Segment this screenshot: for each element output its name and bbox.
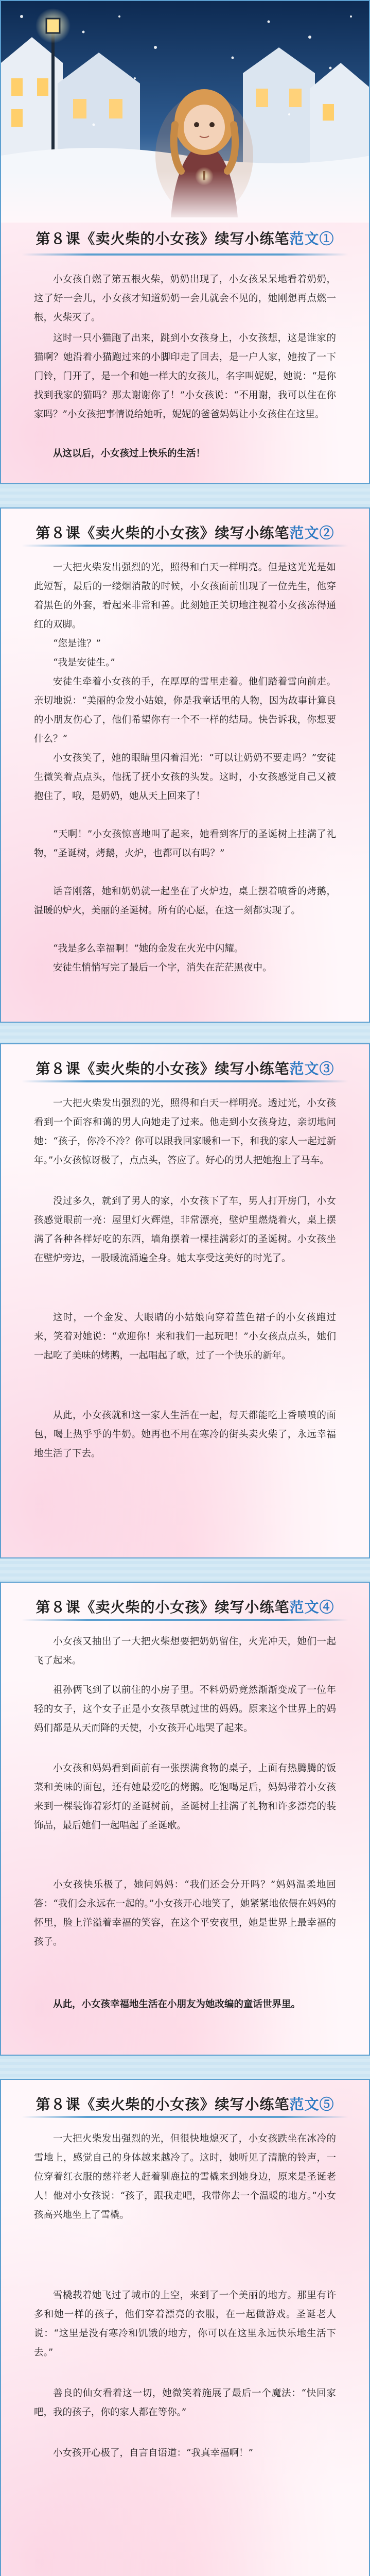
winter-night-scene: [1, 1, 370, 223]
essay-paragraph: 小女孩快乐极了，她问妈妈：“我们还会分开吗？”妈妈温柔地回答：“我们会永远在一起的。”小女孩开心地笑了，她紧紧地依偎在妈妈的怀里，脸上洋溢着幸福的笑容，在这个平安夜里，她是世界上最幸福的孩子。: [34, 1879, 336, 1947]
essay-paragraph: 从此，小女孩就和这一家人生活在一起，每天都能吃上香喷喷的面包，喝上热乎乎的牛奶。她再也不用在寒冷的街头卖火柴了，永远幸福地生活了下去。: [34, 1410, 336, 1459]
essay-paragraph: 小女孩笑了，她的眼睛里闪着泪光：“可以让奶奶不要走吗？”安徒生微笑着点点头，他抚了抚小女孩的头发。这时，小女孩感觉自己又被抱住了，哦，是奶奶，她从天上回来了！: [34, 753, 336, 802]
title-accent: 范文⑤: [289, 2096, 334, 2113]
card-title-2: [1, 522, 369, 543]
title-underline: [22, 2116, 348, 2118]
essay-paragraph: 小女孩和妈妈看到面前有一张摆满食物的桌子，上面有热腾腾的饭菜和美味的面包，还有她最爱吃的烤鹅。吃饱喝足后，妈妈带着小女孩来到一棵装饰着彩灯的圣诞树前，圣诞树上挂满了礼物和许多漂亮的装饰品，最后她们一起唱起了圣诞歌。: [34, 1763, 336, 1831]
essay-card-4: [0, 1582, 370, 2056]
essay-paragraph: 安徒生悄悄写完了最后一个字，消失在茫茫黑夜中。: [53, 962, 272, 973]
card-title-3: [1, 1058, 369, 1078]
essay-card-5: [0, 2079, 370, 2576]
essay-paragraph: “我是多么幸福啊！”她的金发在火光中闪耀。: [53, 943, 244, 954]
essay-paragraph: 这时一只小猫跑了出来，跳到小女孩身上，小女孩想，这是谁家的猫啊？她沿着小猫跑过来的小脚印走了回去，是一户人家，她按了一下门铃，门开了，是一个和她一样大的女孩儿，名字叫妮妮，她说：“是你找到我家的猫吗？那太谢谢你了！”小女孩说：“不用谢，我可以住在你家吗？”小女孩把事情说给她听，妮妮的爸爸妈妈让小女孩住在这里。: [34, 333, 336, 420]
hero-illustration: [1, 1, 370, 223]
title-text: 第８课《卖火柴的小女孩》续写小练笔: [36, 1599, 290, 1616]
title-underline: [22, 545, 348, 547]
title-accent: 范文②: [289, 524, 334, 541]
title-accent: 范文④: [289, 1599, 334, 1616]
essay-paragraph: 从这以后，小女孩过上快乐的生活！: [53, 448, 206, 459]
essay-paragraph: 一大把火柴发出强烈的光，但很快地熄灭了，小女孩跌坐在冰冷的雪地上，感觉自己的身体越来越冷了。这时，她听见了清脆的铃声，一位穿着红衣服的慈祥老人赶着驯鹿拉的雪橇来到她身边，原来是圣诞老人！他对小女孩说：“孩子，跟我走吧，我带你去一个温暖的地方。”小女孩高兴地坐上了雪橇。: [34, 2133, 336, 2221]
essay-paragraph: 一大把火柴发出强烈的光，照得和白天一样明亮。透过光，小女孩看到一个面容和蔼的男人向她走了过来。他走到小女孩身边，亲切地问她：“孩子，你冷不冷？你可以跟我回家暖和一下，和我的家人一起过新年。”小女孩惊讶极了，点点头，答应了。好心的男人把她抱上了马车。: [34, 1098, 336, 1166]
title-text: 第８课《卖火柴的小女孩》续写小练笔: [36, 2096, 290, 2113]
essay-paragraph: 雪橇载着她飞过了城市的上空，来到了一个美丽的地方。那里有许多和她一样的孩子，他们穿着漂亮的衣服，在一起做游戏。圣诞老人说：“这里是没有寒冷和饥饿的地方，你可以在这里永远快乐地生活下去。”: [34, 2290, 336, 2358]
title-underline: [22, 253, 348, 256]
title-text: 第８课《卖火柴的小女孩》续写小练笔: [36, 1060, 290, 1077]
essay-paragraph: 安徒生牵着小女孩的手，在厚厚的雪里走着。他们踏着雪向前走。亲切地说：“美丽的金发小姑娘，你是我童话里的人物，因为故事计算良的小朋友伤心了，他们希望你有一个不一样的结局。快告诉我，你想要什么？”: [34, 676, 336, 744]
title-accent: 范文③: [289, 1060, 334, 1077]
essay-paragraph: 没过多久，就到了男人的家，小女孩下了车，男人打开房门，小女孩感觉眼前一亮：屋里灯火辉煌，非常漂亮，壁炉里燃烧着火，桌上摆满了各种各样好吃的东西，墙角摆着一棵挂满彩灯的圣诞树。小女孩坐在壁炉旁边，一股暖流涌遍全身。她太享受这美好的时光了。: [34, 1196, 336, 1264]
essay-paragraph: 善良的仙女看着这一切，她微笑着施展了最后一个魔法：“快回家吧，我的孩子，你的家人都在等你。”: [34, 2388, 336, 2418]
essay-card-3: [0, 1043, 370, 1558]
title-accent: 范文①: [289, 230, 334, 247]
title-underline: [22, 1080, 348, 1082]
essay-paragraph: 小女孩自燃了第五根火柴，奶奶出现了，小女孩呆呆地看着奶奶，这了好一会儿，小女孩才知道奶奶一会儿就会不见的，她刚想再点燃一根，火柴灭了。: [34, 274, 336, 323]
essay-card-1: [0, 0, 370, 484]
essay-paragraph: “我是安徒生。”: [53, 657, 115, 668]
essay-paragraph: 小女孩开心极了，自言自语道：“我真幸福啊！”: [53, 2448, 253, 2459]
title-text: 第８课《卖火柴的小女孩》续写小练笔: [36, 230, 290, 247]
card-title-4: [1, 1596, 369, 1617]
card-title-1: [1, 228, 369, 248]
essay-paragraph: 从此，小女孩幸福地生活在小朋友为她改编的童话世界里。: [53, 1999, 301, 2010]
essay-paragraph: “天啊！”小女孩惊喜地叫了起来，她看到客厅的圣诞树上挂满了礼物，“圣诞树，烤鹅，火炉，也都可以有吗？”: [34, 829, 336, 859]
essay-paragraph: 这时，一个金发、大眼睛的小姑娘向穿着蓝色裙子的小女孩跑过来，笑着对她说：“欢迎你！来和我们一起玩吧！”小女孩点点头，她们一起吃了美味的烤鹅，一起唱起了歌，过了一个快乐的新年。: [34, 1312, 336, 1361]
title-underline: [22, 1619, 348, 1621]
essay-paragraph: 话音刚落，她和奶奶就一起坐在了火炉边，桌上摆着喷香的烤鹅，温暖的炉火，美丽的圣诞树。所有的心愿，在这一刻都实现了。: [34, 886, 336, 916]
essay-card-2: [0, 507, 370, 1023]
essay-paragraph: 一大把火柴发出强烈的光，照得和白天一样明亮。但是这光光是如此短暂，最后的一缕烟消散的时候，小女孩面前出现了一位先生，他穿着黑色的外套，看起来非常和善。此刻她正关切地注视着小女孩冻得通红的双脚。: [34, 562, 336, 630]
essay-paragraph: “您是谁？”: [53, 638, 101, 649]
essay-paragraph: 小女孩又抽出了一大把火柴想要把奶奶留住，火光冲天，她们一起飞了起来。: [34, 1636, 336, 1666]
title-text: 第８课《卖火柴的小女孩》续写小练笔: [36, 524, 290, 541]
card-title-5: [1, 2093, 369, 2114]
essay-paragraph: 祖孙俩飞到了以前住的小房子里。不料奶奶竟然渐渐变成了一位年轻的女子，这个女子正是小女孩早就过世的妈妈。原来这个世界上的妈妈们都是从天而降的天使，小女孩开心地哭了起来。: [34, 1685, 336, 1734]
